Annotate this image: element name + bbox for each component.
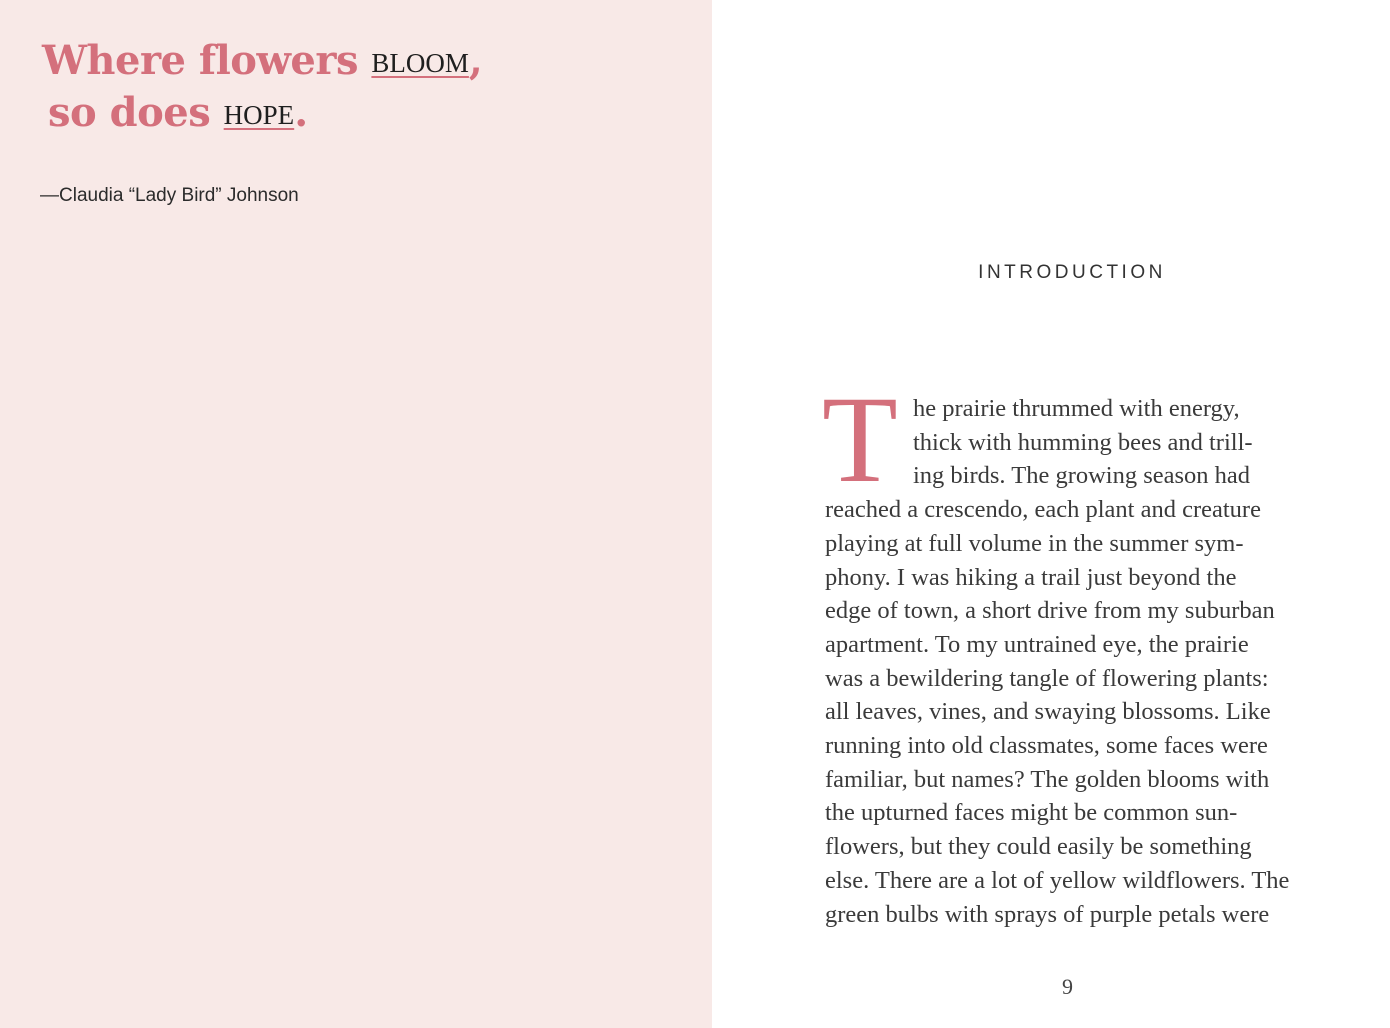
body-line: all leaves, vines, and swaying blossoms. Like (825, 698, 1271, 726)
quote-line-1 (42, 36, 482, 88)
drop-cap: T (822, 371, 898, 508)
body-line: familiar, but names? The golden blooms with (825, 765, 1270, 793)
page-number: 9 (1062, 974, 1073, 999)
quote-emphasis-hope: HOPE (223, 100, 295, 130)
quote-line-1-punct: , (468, 37, 483, 84)
body-line: flowers, but they could easily be something (825, 833, 1252, 861)
body-line: running into old classmates, some faces were (825, 732, 1268, 760)
body-line: was a bewildering tangle of flowering plants: (825, 664, 1269, 692)
body-line: reached a crescendo, each plant and creature (825, 496, 1261, 524)
body-line: thick with humming bees and trill- (913, 428, 1253, 456)
body-line: green bulbs with sprays of purple petals were (825, 900, 1270, 928)
chapter-heading-text: INTRODUCTION (978, 262, 1166, 283)
chapter-heading (712, 262, 1390, 284)
body-line: edge of town, a short drive from my suburban (825, 597, 1275, 625)
quote-emphasis-bloom: BLOOM (371, 48, 469, 78)
body-line: phony. I was hiking a trail just beyond the (825, 563, 1237, 591)
body-line: playing at full volume in the summer sym- (825, 529, 1244, 557)
body-line: he prairie thrummed with energy, (913, 395, 1240, 422)
body-line: the upturned faces might be common sun- (825, 799, 1238, 827)
body-line: apartment. To my untrained eye, the prairie (825, 630, 1249, 658)
quote-line-2-punct: . (294, 89, 308, 136)
quote-line-2-text: so does (48, 89, 224, 136)
epigraph-quote (42, 36, 482, 140)
body-line: else. There are a lot of yellow wildflowers. The (825, 866, 1290, 894)
quote-line-2 (42, 88, 482, 140)
quote-attribution: —Claudia “Lady Bird” Johnson (40, 185, 299, 206)
body-line: ing birds. The growing season had (913, 462, 1251, 490)
body-paragraph (825, 392, 1315, 931)
quote-line-1-text: Where flowers (42, 37, 372, 84)
